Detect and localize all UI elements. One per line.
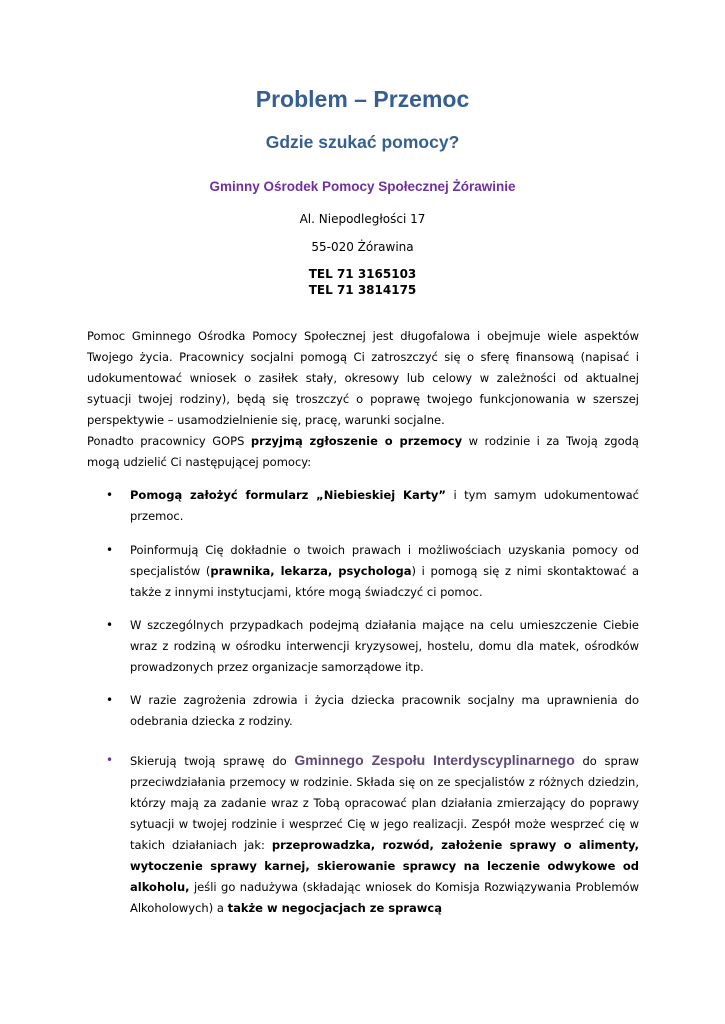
b5-text-e: jeśli go nadużywa (składając wniosek do Komisja Rozwiązywania Problemów Alkoholowych) a [130, 880, 639, 915]
list-item [87, 750, 639, 919]
help-list-4 [87, 690, 639, 732]
help-list-2 [87, 540, 639, 603]
bullet-icon: • [106, 543, 114, 557]
organization-name: Gminny Ośrodek Pomocy Społecznej Żórawinie [209, 179, 516, 194]
phone-1: TEL 71 3165103 [308, 267, 417, 281]
bullet-icon: • [106, 753, 114, 767]
phone-2: TEL 71 3814175 [308, 283, 417, 297]
b5-text-c: do spraw przeciwdziałania przemocy w rodzinie. Składa się on ze specjalistów z różnych dziedzin, którzy mają za zadanie wraz z Tobą opracować plan działania zmierzający do poprawy sytuacji w twojej rodzinie i wesprzeć Cię w jego realizacji. Zespół może wesprzeć cię w takich działaniach jak: [130, 754, 640, 852]
intro-text [87, 326, 639, 473]
list-item [87, 485, 639, 527]
list-item [87, 615, 639, 678]
list-item [87, 690, 639, 732]
bullet-icon: • [106, 618, 114, 632]
help-list-5 [87, 750, 639, 919]
intro-p2-bold: przyjmą zgłoszenie o przemocy [250, 434, 463, 448]
b1-bold: Pomogą założyć formularz „Niebieskiej Karty” [130, 488, 446, 502]
page-title: Problem – Przemoc [255, 86, 470, 112]
intro-p2-end: w rodzinie i za Twoją zgodą mogą udzielić Ci następującej pomocy: [87, 434, 639, 469]
b4-text: W razie zagrożenia zdrowia i życia dziecka pracownik socjalny ma uprawnienia do odebrania dziecka z rodziny. [130, 693, 639, 728]
b3-text: W szczególnych przypadkach podejmą działania mające na celu umieszczenie Ciebie wraz z rodziną w ośrodku interwencji kryzysowej, hostelu, domu dla matek, ośrodków prowadzonych przez organizacje samorządowe itp. [130, 618, 639, 674]
intro-paragraph-2 [87, 431, 639, 473]
bullet-icon: • [106, 488, 114, 502]
intro-p2-start: Ponadto pracownicy GOPS [87, 434, 251, 448]
intro-paragraph-1: Pomoc Gminnego Ośrodka Pomocy Społecznej jest długofalowa i obejmuje wiele aspektów Twojego życia. Pracownicy socjalni pomogą Ci zatroszczyć się o sferę finansową (napisać i udokumentować wniosek o zasiłek stały, okresowy lub celowy w zależności od aktualnej sytuacji twojej rodziny), będą się troszczyć o poprawę twojego funkcjonowania w szerszej perspektywie – usamodzielnienie się, pracę, warunki socjalne. [87, 329, 639, 427]
b2-text-c: ) i pomogą się z nimi skontaktować a także z innymi instytucjami, które mogą świadczyć ci pomoc. [130, 564, 639, 599]
address-street: Al. Niepodległości 17 [299, 212, 426, 226]
b5-team-name: Gminnego Zespołu Interdyscyplinarnego [294, 752, 575, 768]
b5-text-a: Skierują twoją sprawę do [130, 754, 295, 768]
page-subtitle: Gdzie szukać pomocy? [265, 132, 460, 152]
bullet-icon: • [106, 693, 114, 707]
help-list [87, 485, 639, 527]
b2-bold: prawnika, lekarza, psychologa [210, 564, 412, 578]
b5-bold-end: także w negocjacjach ze sprawcą [227, 901, 442, 915]
b5-bold-actions: przeprowadzka, rozwód, założenie sprawy o alimenty, wytoczenie sprawy karnej, skierowanie sprawcy na leczenie odwykowe od alkoholu, [130, 838, 639, 894]
b2-text-a: Poinformują Cię dokładnie o twoich prawach i możliwościach uzyskania pomocy od specjalistów ( [130, 543, 639, 578]
address-postal: 55-020 Żórawina [311, 240, 414, 254]
b1-text: i tym samym udokumentować przemoc. [130, 488, 639, 523]
help-list-3 [87, 615, 639, 678]
list-item [87, 540, 639, 603]
